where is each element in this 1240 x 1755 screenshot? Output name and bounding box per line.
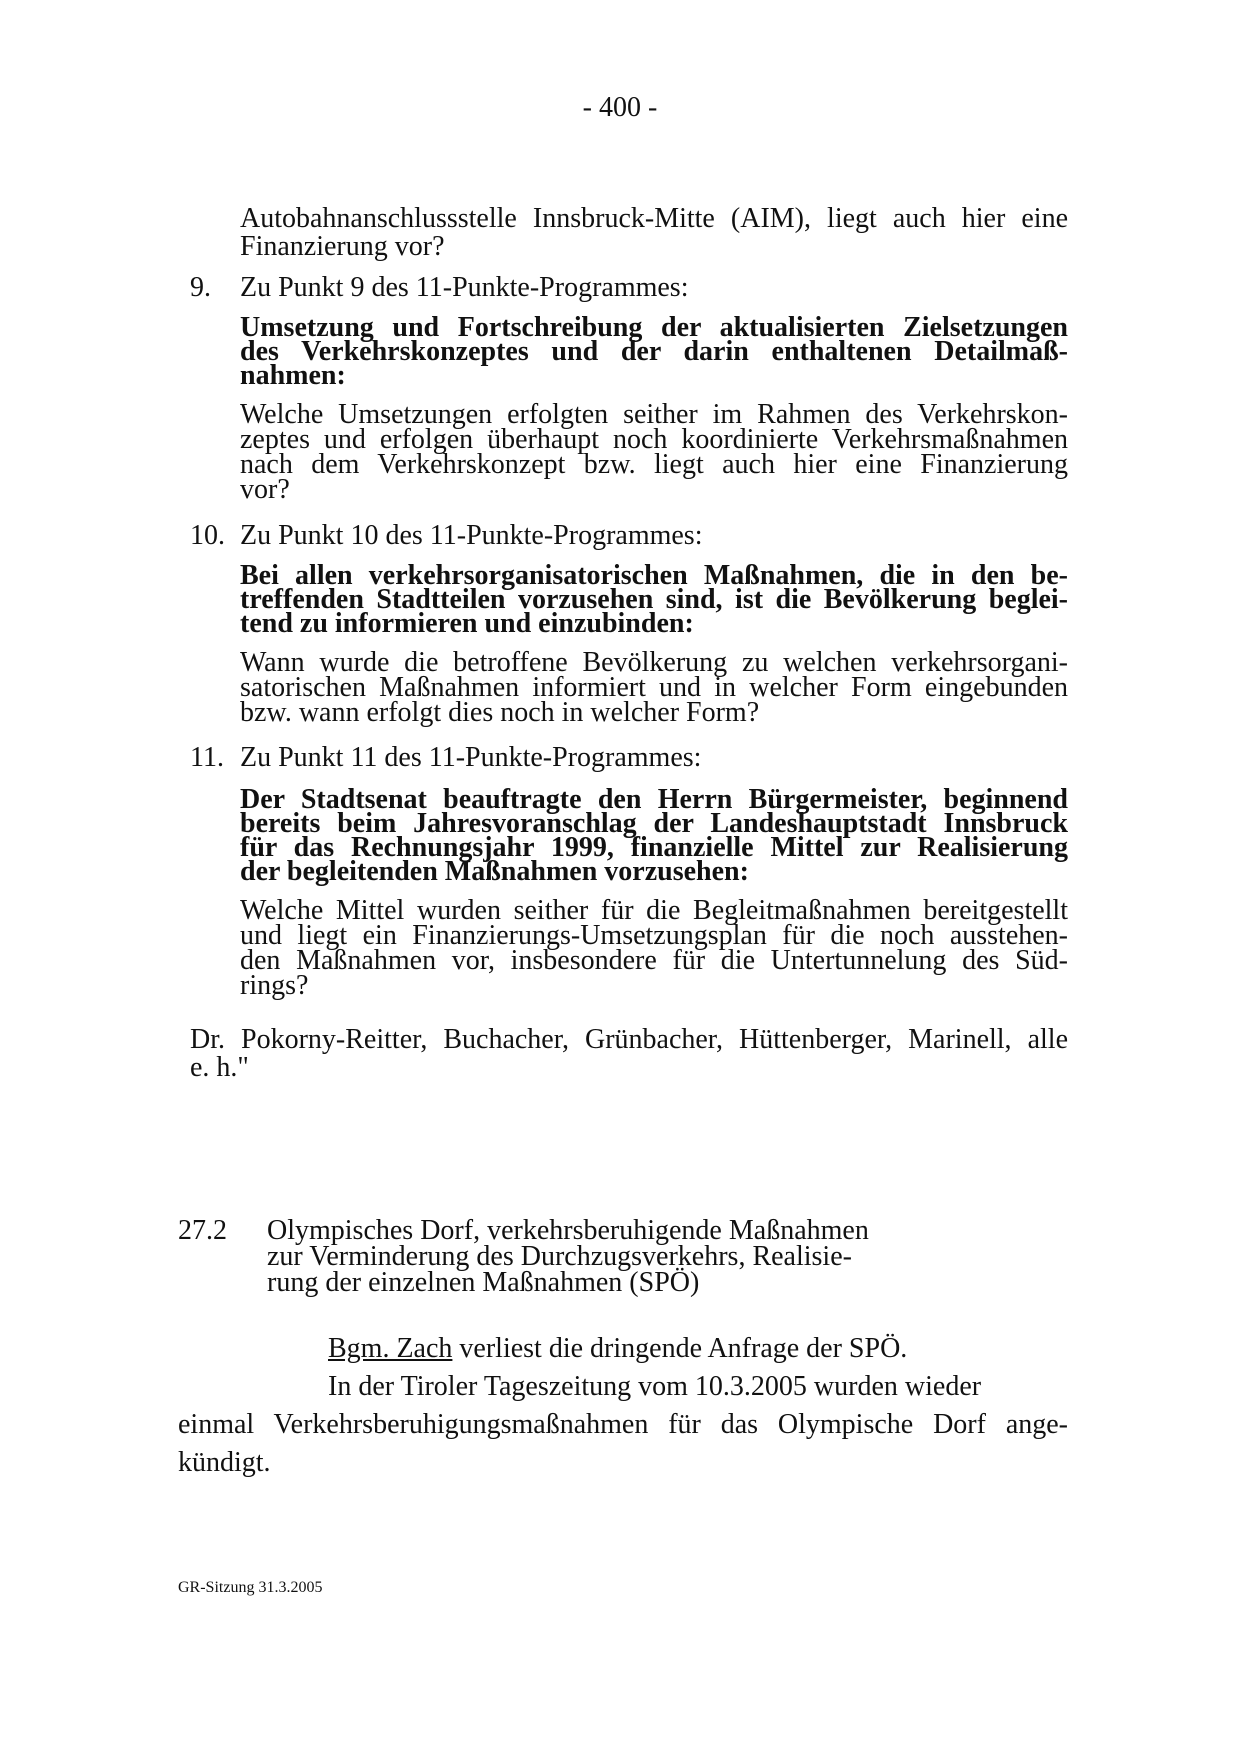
bold-line: des Verkehrskonzeptes und der darin enthaltenen Detailmaß- xyxy=(240,336,1068,367)
section-title-line: Olympisches Dorf, verkehrsberuhigende Maßnahmen xyxy=(267,1215,869,1246)
question-line: Welche Umsetzungen erfolgten seither im Rahmen des Verkehrskon- xyxy=(240,399,1068,430)
footer: GR-Sitzung 31.3.2005 xyxy=(178,1579,323,1596)
item-11-question xyxy=(240,895,1068,1001)
item-10-question xyxy=(240,647,1068,728)
bold-line: für das Rechnungsjahr 1999, finanzielle Mittel zur Realisierung xyxy=(240,832,1068,863)
bold-line: Bei allen verkehrsorganisatorischen Maßnahmen, die in den be- xyxy=(240,560,1068,591)
signers-line: Dr. Pokorny-Reitter, Buchacher, Grünbacher, Hüttenberger, Marinell, alle xyxy=(190,1024,1068,1055)
question-line: vor? xyxy=(240,474,290,505)
bold-line: Umsetzung und Fortschreibung der aktualisierten Zielsetzungen xyxy=(240,312,1068,343)
question-line: nach dem Verkehrskonzept bzw. liegt auch hier eine Finanzierung xyxy=(240,449,1068,480)
question-line: rings? xyxy=(240,970,309,1001)
item-heading-text: Zu Punkt 10 des 11-Punkte-Programmes: xyxy=(240,520,703,551)
question-line: Wann wurde die betroffene Bevölkerung zu welchen verkehrsorgani- xyxy=(240,647,1068,678)
item-9-heading xyxy=(190,274,1068,302)
item-number: 11. xyxy=(190,742,224,773)
question-line: satorischen Maßnahmen informiert und in welcher Form eingebunden xyxy=(240,672,1068,703)
text-line: Finanzierung vor? xyxy=(240,231,445,262)
item-number: 9. xyxy=(190,272,211,303)
speaker-paragraph xyxy=(328,1330,907,1368)
item-heading-text: Zu Punkt 9 des 11-Punkte-Programmes: xyxy=(240,272,689,303)
question-line: bzw. wann erfolgt dies noch in welcher Form? xyxy=(240,697,760,728)
bold-line: der begleitenden Maßnahmen vorzusehen: xyxy=(240,856,749,887)
question-line: Welche Mittel wurden seither für die Begleitmaßnahmen bereitgestellt xyxy=(240,895,1068,926)
section-title-line: zur Verminderung des Durchzugsverkehrs, Realisie- xyxy=(267,1241,852,1272)
item-10-bold-resolution xyxy=(240,560,1068,639)
question-line: den Maßnahmen vor, insbesondere für die Untertunnelung des Süd- xyxy=(240,945,1068,976)
bold-line: bereits beim Jahresvoranschlag der Landeshauptstadt Innsbruck xyxy=(240,808,1068,839)
question-line: zeptes und erfolgen überhaupt noch koordinierte Verkehrsmaßnahmen xyxy=(240,424,1068,455)
question-line: und liegt ein Finanzierungs-Umsetzungsplan für die noch ausstehen- xyxy=(240,920,1068,951)
speaker-text: verliest die dringende Anfrage der SPÖ. xyxy=(452,1333,908,1364)
speaker-name: Bgm. Zach xyxy=(328,1333,453,1364)
item-11-bold-resolution xyxy=(240,784,1068,887)
item-9-question xyxy=(240,399,1068,505)
section-title xyxy=(267,1215,967,1298)
bold-line: Der Stadtsenat beauftragte den Herrn Bürgermeister, beginnend xyxy=(240,784,1068,815)
item-9-bold-resolution xyxy=(240,312,1068,391)
body-line: kündigt. xyxy=(178,1447,271,1478)
continuation-text xyxy=(240,205,1068,261)
signers-line: e. h." xyxy=(190,1052,249,1083)
bold-line: treffenden Stadtteilen vorzusehen sind, ist die Bevölkerung beglei- xyxy=(240,584,1068,615)
bold-line: tend zu informieren und einzubinden: xyxy=(240,608,694,639)
body-line: einmal Verkehrsberuhigungsmaßnahmen für das Olympische Dorf ange- xyxy=(178,1409,1068,1440)
section-title-line: rung der einzelnen Maßnahmen (SPÖ) xyxy=(267,1267,700,1298)
page-number: - 400 - xyxy=(582,92,658,123)
item-11-heading xyxy=(190,744,1068,772)
bold-line: nahmen: xyxy=(240,360,346,391)
item-heading-text: Zu Punkt 11 des 11-Punkte-Programmes: xyxy=(240,742,702,773)
body-line: In der Tiroler Tageszeitung vom 10.3.2005 wurden wieder xyxy=(328,1371,982,1402)
item-10-heading xyxy=(190,522,1068,550)
text-line: Autobahnanschlussstelle Innsbruck-Mitte (AIM), liegt auch hier eine xyxy=(240,203,1068,234)
section-number: 27.2 xyxy=(178,1215,227,1246)
item-number: 10. xyxy=(190,520,225,551)
signers xyxy=(190,1026,1068,1082)
